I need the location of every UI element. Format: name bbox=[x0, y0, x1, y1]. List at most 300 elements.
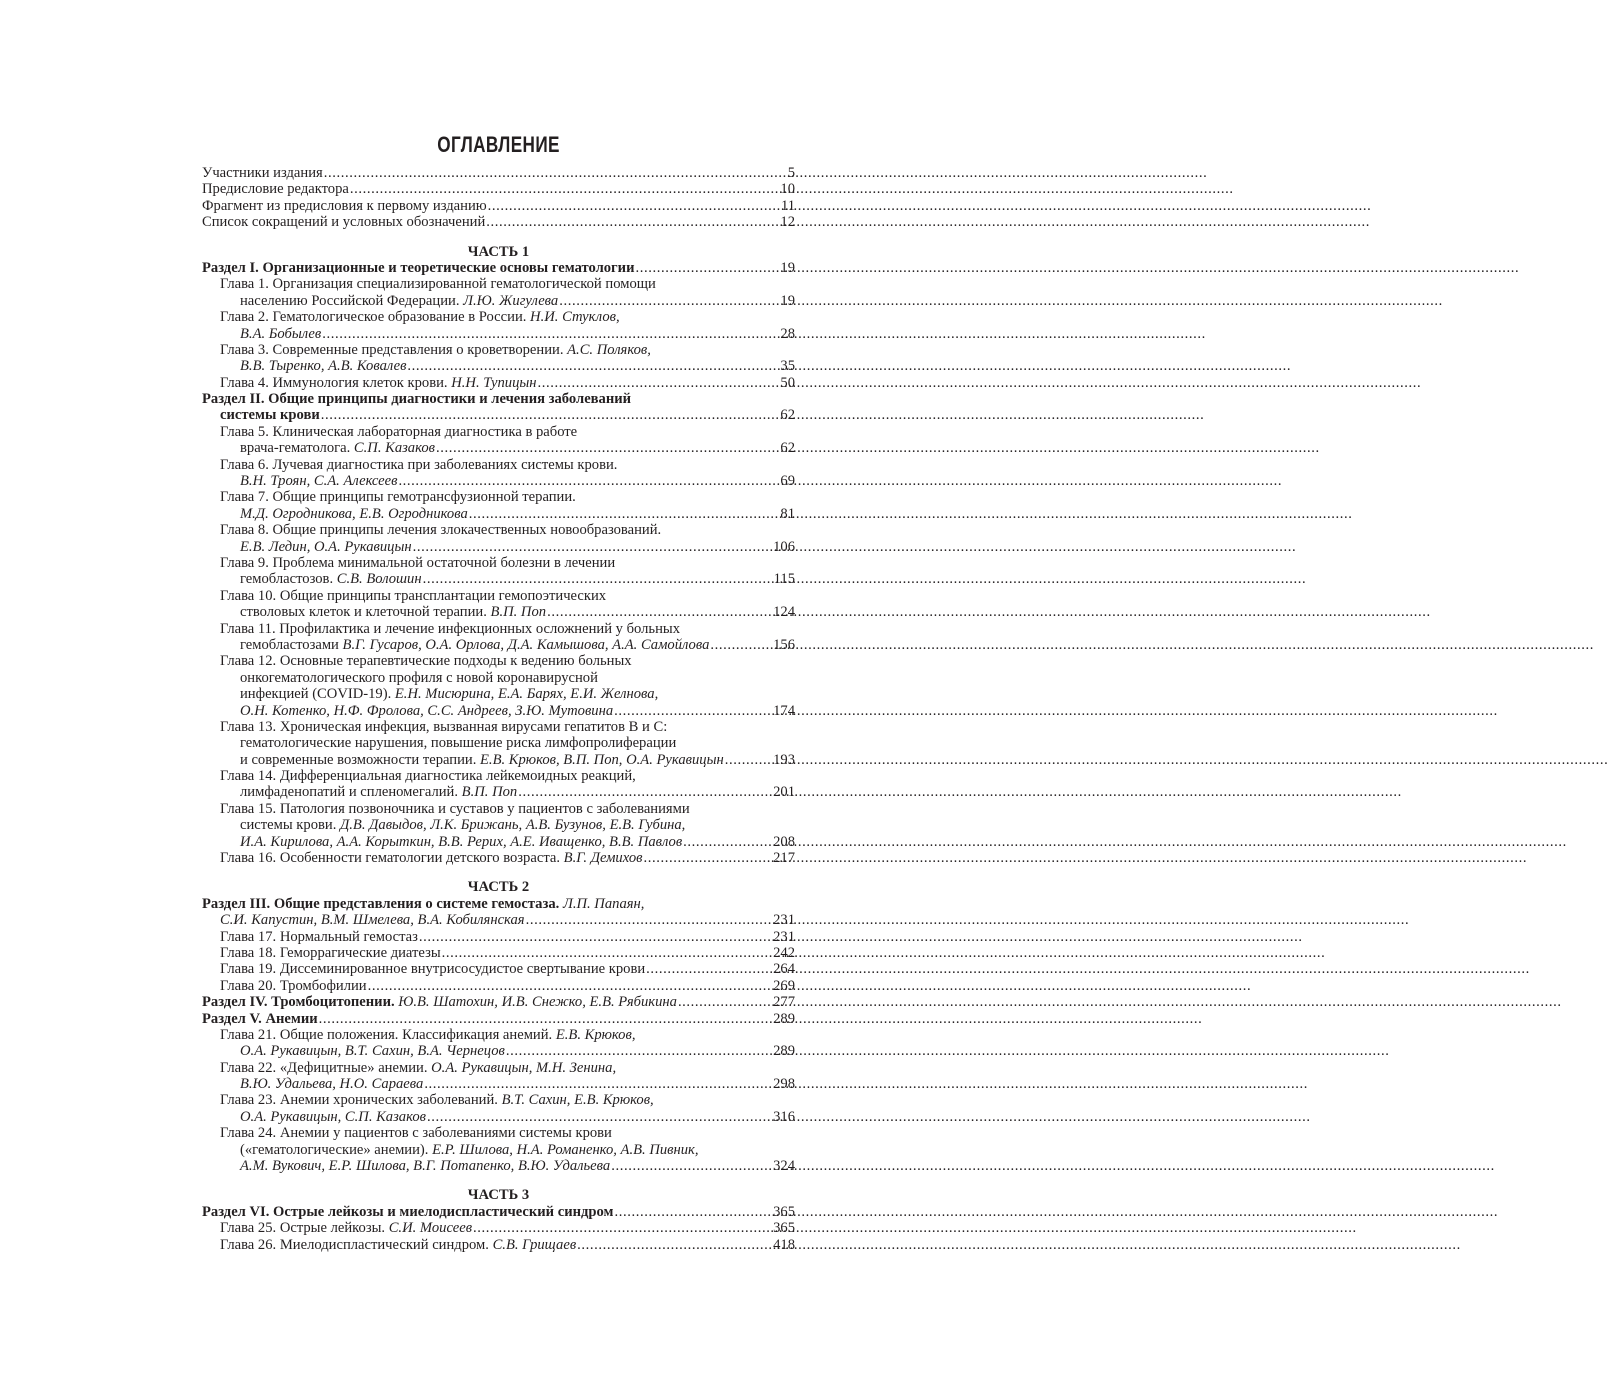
toc-entry-text bbox=[240, 752, 724, 768]
toc-entry-line bbox=[202, 1011, 795, 1027]
page-number: 208 bbox=[773, 833, 795, 850]
dot-leader bbox=[678, 994, 772, 1010]
toc-chapter[interactable] bbox=[202, 309, 795, 342]
toc-entry-title: Участники издания bbox=[202, 165, 323, 181]
page-number: 124 bbox=[773, 604, 795, 621]
page-number: 201 bbox=[773, 784, 795, 801]
toc-entry-title: Фрагмент из предисловия к первому изданию bbox=[202, 197, 487, 214]
toc-entry-line bbox=[202, 850, 795, 866]
dot-leader bbox=[424, 1076, 772, 1092]
author-names: В.П. Поп bbox=[490, 604, 547, 621]
toc-entry-text bbox=[220, 801, 690, 817]
toc-entry-text bbox=[220, 1220, 472, 1236]
page-number: 35 bbox=[780, 358, 795, 375]
page-number: 50 bbox=[780, 374, 795, 391]
dot-leader bbox=[486, 214, 779, 230]
author-names: В.Г. Демихов bbox=[563, 850, 643, 867]
toc-entry-line bbox=[202, 276, 795, 292]
toc-chapter[interactable] bbox=[202, 945, 795, 961]
toc-entry-text bbox=[220, 1237, 576, 1253]
toc-entry-text bbox=[240, 326, 321, 342]
chapter-title: Глава 5. Клиническая лабораторная диагностика в работе bbox=[220, 423, 578, 440]
chapter-title: гемобластозов. bbox=[240, 571, 337, 588]
page-number: 365 bbox=[773, 1203, 795, 1220]
chapter-title: Глава 24. Анемии у пациентов с заболеваниями системы крови bbox=[220, 1125, 612, 1142]
toc-section[interactable] bbox=[202, 1204, 795, 1220]
toc-entry-text bbox=[220, 342, 651, 358]
toc-entry-line bbox=[202, 588, 795, 604]
toc-entry-line bbox=[202, 555, 795, 571]
author-names: Л.П. Папаян, bbox=[562, 895, 645, 912]
dot-leader bbox=[636, 260, 780, 276]
page-number: 298 bbox=[773, 1076, 795, 1093]
author-names: О.А. Рукавицын, М.Н. Зенина, bbox=[431, 1059, 617, 1076]
page-number: 19 bbox=[780, 259, 795, 276]
toc-entry-text bbox=[220, 407, 320, 423]
toc-entry-text bbox=[240, 834, 682, 850]
author-names: Е.Н. Мисюрина, Е.А. Барях, Е.И. Желнова, bbox=[394, 686, 659, 703]
toc-entry-line bbox=[202, 522, 795, 538]
toc-entry-line bbox=[202, 670, 795, 686]
chapter-title: Глава 1. Организация специализированной гематологической помощи bbox=[220, 276, 656, 293]
toc-entry-line bbox=[202, 912, 795, 928]
chapter-title: Глава 17. Нормальный гемостаз bbox=[220, 928, 418, 945]
toc-entry-line bbox=[202, 457, 795, 473]
toc-section[interactable] bbox=[202, 391, 795, 424]
dot-leader bbox=[559, 293, 779, 309]
page-number: 11 bbox=[780, 197, 795, 214]
page-number: 365 bbox=[773, 1220, 795, 1237]
dot-leader bbox=[322, 326, 779, 342]
toc-chapter[interactable] bbox=[202, 961, 795, 977]
toc-entry-text bbox=[240, 358, 406, 374]
section-title: Раздел IV. Тромбоцитопении. bbox=[202, 994, 399, 1011]
author-names: В.А. Бобылев bbox=[240, 325, 322, 342]
page-number: 418 bbox=[773, 1236, 795, 1253]
author-names: В.П. Поп bbox=[461, 784, 518, 801]
toc-chapter[interactable] bbox=[202, 653, 795, 719]
toc-entry-line bbox=[202, 1204, 795, 1220]
toc-entry-line bbox=[202, 752, 795, 768]
chapter-title: Глава 20. Тромбофилии bbox=[220, 977, 367, 994]
toc-entry-line bbox=[202, 801, 795, 817]
dot-leader bbox=[423, 571, 773, 587]
toc-chapter[interactable] bbox=[202, 621, 795, 654]
toc-entry-line bbox=[202, 424, 795, 440]
author-names: В.Н. Троян, С.А. Алексеев bbox=[240, 473, 398, 490]
section-title: Раздел V. Анемии bbox=[202, 1010, 318, 1027]
chapter-title: врача-гематолога. bbox=[240, 440, 354, 457]
dot-leader bbox=[506, 1043, 772, 1059]
toc-chapter[interactable] bbox=[202, 375, 795, 391]
page-number: 28 bbox=[780, 325, 795, 342]
toc-entry-line bbox=[202, 834, 795, 850]
toc-entry-line bbox=[202, 768, 795, 784]
page-number: 289 bbox=[773, 1010, 795, 1027]
chapter-title: («гематологические» анемии). bbox=[240, 1141, 433, 1158]
toc-entry-text bbox=[240, 1076, 423, 1092]
toc-entry-line bbox=[202, 896, 795, 912]
toc-entry-line bbox=[202, 1092, 795, 1108]
page-number: 174 bbox=[773, 702, 795, 719]
toc-entry-line bbox=[202, 735, 795, 751]
toc-entry-line bbox=[202, 260, 795, 276]
dot-leader bbox=[319, 1011, 772, 1027]
page-number: 217 bbox=[773, 850, 795, 867]
author-names: О.Н. Котенко, Н.Ф. Фролова, С.С. Андреев, З.Ю. Мутовина bbox=[240, 702, 614, 719]
toc-entry-text bbox=[220, 424, 577, 440]
toc-entry-line bbox=[202, 293, 795, 309]
dot-leader bbox=[577, 1237, 772, 1253]
dot-leader bbox=[614, 1204, 772, 1220]
author-names: С.И. Моисеев bbox=[388, 1220, 473, 1237]
chapter-title: системы крови. bbox=[240, 817, 340, 834]
toc-entry-text bbox=[220, 522, 661, 538]
toc-entry-text bbox=[240, 670, 598, 686]
chapter-title: Глава 2. Гематологическое образование в России. bbox=[220, 309, 531, 326]
toc-entry-text bbox=[220, 945, 441, 961]
toc-entry-text bbox=[202, 260, 635, 276]
dot-leader bbox=[646, 961, 772, 977]
toc-entry-text bbox=[240, 293, 558, 309]
toc-chapter[interactable] bbox=[202, 522, 795, 555]
toc-entry-text bbox=[240, 473, 397, 489]
toc-entry-text bbox=[220, 1060, 616, 1076]
toc-entry-text bbox=[240, 637, 709, 653]
page-number: 277 bbox=[773, 994, 795, 1011]
toc-entry-text bbox=[220, 653, 632, 669]
author-names: С.П. Казаков bbox=[353, 440, 436, 457]
toc-chapter[interactable] bbox=[202, 719, 795, 768]
chapter-title: Глава 26. Миелодиспластический синдром. bbox=[220, 1236, 493, 1253]
toc-entry-text bbox=[220, 768, 636, 784]
page-number: 231 bbox=[773, 928, 795, 945]
chapter-title: Глава 7. Общие принципы гемотрансфузионной терапии. bbox=[220, 489, 576, 506]
dot-leader bbox=[518, 784, 772, 800]
toc-entry-text bbox=[240, 686, 658, 702]
chapter-title: Глава 6. Лучевая диагностика при заболеваниях системы крови. bbox=[220, 456, 618, 473]
toc-chapter[interactable] bbox=[202, 768, 795, 801]
toc-entry-text bbox=[220, 309, 620, 325]
toc-chapter[interactable] bbox=[202, 276, 795, 309]
chapter-title: Глава 22. «Дефицитные» анемии. bbox=[220, 1059, 432, 1076]
page-number: 69 bbox=[780, 473, 795, 490]
page-number: 193 bbox=[773, 751, 795, 768]
toc-entry-text bbox=[220, 457, 617, 473]
part-heading: ЧАСТЬ 3 bbox=[467, 1187, 530, 1204]
author-names: Н.И. Стуклов, bbox=[530, 309, 620, 326]
page-number: 242 bbox=[773, 944, 795, 961]
toc-entry-line bbox=[202, 1027, 795, 1043]
toc-entry-line bbox=[202, 604, 795, 620]
toc-entry-line bbox=[202, 326, 795, 342]
toc-entry-line bbox=[202, 1043, 795, 1059]
toc-entry-line bbox=[202, 621, 795, 637]
toc-entry-line bbox=[202, 945, 795, 961]
chapter-title: гемобластозами bbox=[240, 636, 343, 653]
toc-entry-line bbox=[202, 703, 795, 719]
chapter-title: Глава 10. Общие принципы трансплантации гемопоэтических bbox=[220, 587, 607, 604]
author-names: Д.В. Давыдов, Л.К. Брижань, А.В. Бузунов, Е.В. Губина, bbox=[340, 817, 686, 834]
toc-entry-text bbox=[220, 276, 656, 292]
chapter-title: инфекцией (COVID-19). bbox=[240, 686, 395, 703]
dot-leader bbox=[407, 358, 779, 374]
section-title: Раздел II. Общие принципы диагностики и лечения заболеваний bbox=[202, 391, 632, 408]
page-number: 316 bbox=[773, 1108, 795, 1125]
page-number: 324 bbox=[773, 1158, 795, 1175]
toc-entry-text bbox=[220, 961, 645, 977]
dot-leader bbox=[538, 375, 780, 391]
chapter-title: Глава 8. Общие принципы лечения злокачественных новообразований. bbox=[220, 522, 662, 539]
toc-entry-line bbox=[202, 784, 795, 800]
toc-entry-text bbox=[202, 994, 677, 1010]
toc-entry-line bbox=[202, 571, 795, 587]
page-number: 62 bbox=[780, 440, 795, 457]
chapter-title: онкогематологического профиля с новой коронавирусной bbox=[240, 669, 598, 686]
toc-entry-text bbox=[220, 555, 615, 571]
toc-entry[interactable] bbox=[202, 214, 795, 230]
toc-entry-line bbox=[202, 686, 795, 702]
author-names: В.Т. Сахин, Е.В. Крюков, bbox=[501, 1092, 654, 1109]
dot-leader bbox=[350, 181, 780, 197]
toc-entry-text bbox=[240, 1142, 699, 1158]
toc-entry-line bbox=[202, 817, 795, 833]
toc-chapter[interactable] bbox=[202, 978, 795, 994]
chapter-title: Глава 23. Анемии хронических заболеваний. bbox=[220, 1092, 502, 1109]
dot-leader bbox=[488, 198, 780, 214]
toc-chapter[interactable] bbox=[202, 1092, 795, 1125]
chapter-title: Глава 13. Хроническая инфекция, вызванная вирусами гепатитов B и C: bbox=[220, 718, 668, 735]
section-title: Раздел I. Организационные и теоретические основы гематологии bbox=[202, 259, 635, 276]
author-names: Ю.В. Шатохин, И.В. Снежко, Е.В. Рябикина bbox=[398, 994, 677, 1011]
chapter-title: Глава 18. Геморрагические диатезы bbox=[220, 944, 441, 961]
toc-entry-line bbox=[202, 994, 795, 1010]
toc-chapter[interactable] bbox=[202, 424, 795, 457]
author-names: Л.Ю. Жигулева bbox=[463, 292, 559, 309]
author-names: О.А. Рукавицын, С.П. Казаков bbox=[240, 1108, 426, 1125]
toc-entry-text bbox=[240, 571, 422, 587]
toc-entry-text bbox=[220, 978, 367, 994]
toc-entry-text bbox=[202, 391, 631, 407]
toc-entry-text bbox=[220, 850, 642, 866]
toc-chapter[interactable] bbox=[202, 342, 795, 375]
table-of-contents bbox=[202, 131, 795, 1253]
page-number: 289 bbox=[773, 1043, 795, 1060]
dot-leader bbox=[368, 978, 772, 994]
dot-leader bbox=[398, 473, 779, 489]
page-number: 264 bbox=[773, 961, 795, 978]
toc-entry-line bbox=[202, 1220, 795, 1236]
toc-entry-text bbox=[240, 1158, 610, 1174]
toc-section[interactable] bbox=[202, 260, 795, 276]
page-number: 19 bbox=[780, 292, 795, 309]
toc-entry-text bbox=[202, 1011, 318, 1027]
toc-chapter[interactable] bbox=[202, 801, 795, 850]
author-names: Е.В. Ледин, О.А. Рукавицын bbox=[240, 538, 412, 555]
chapter-title: населению Российской Федерации. bbox=[240, 292, 464, 309]
toc-entry-text bbox=[240, 703, 613, 719]
toc-entry-text bbox=[220, 375, 537, 391]
page-number: 81 bbox=[780, 505, 795, 522]
author-names: В.В. Тыренко, А.В. Ковалев bbox=[240, 358, 407, 375]
toc-chapter[interactable] bbox=[202, 1237, 795, 1253]
toc-section[interactable] bbox=[202, 994, 795, 1010]
dot-leader bbox=[419, 929, 772, 945]
chapter-title: лимфаденопатий и спленомегалий. bbox=[240, 784, 462, 801]
author-names: В.Г. Гусаров, О.А. Орлова, Д.А. Камышова, А.А. Самойлова bbox=[342, 636, 710, 653]
toc-entry-line bbox=[202, 375, 795, 391]
chapter-title: Глава 11. Профилактика и лечение инфекционных осложнений у больных bbox=[220, 620, 680, 637]
toc-entry-line bbox=[202, 719, 795, 735]
toc-entry-line bbox=[202, 358, 795, 374]
toc-entry[interactable] bbox=[202, 165, 795, 181]
chapter-title: Глава 9. Проблема минимальной остаточной болезни в лечении bbox=[220, 554, 616, 571]
dot-leader bbox=[725, 752, 772, 768]
page-number: 10 bbox=[780, 181, 795, 198]
author-names: Е.В. Крюков, bbox=[555, 1026, 636, 1043]
dot-leader bbox=[427, 1109, 772, 1125]
chapter-title: гематологические нарушения, повышение риска лимфопролиферации bbox=[240, 735, 677, 752]
toc-entry-text bbox=[240, 604, 546, 620]
section-title: Раздел VI. Острые лейкозы и миелодиспластический синдром bbox=[202, 1203, 614, 1220]
page-number: 106 bbox=[773, 538, 795, 555]
toc-chapter[interactable] bbox=[202, 1125, 795, 1174]
toc-entry-line bbox=[202, 929, 795, 945]
toc-chapter[interactable] bbox=[202, 489, 795, 522]
section-title: Раздел III. Общие представления о системе гемостаза. bbox=[202, 895, 563, 912]
toc-entry-line bbox=[202, 309, 795, 325]
toc-chapter[interactable] bbox=[202, 1220, 795, 1236]
page-title-text: ОГЛАВЛЕНИЕ bbox=[437, 132, 560, 157]
author-names: Е.Р. Шилова, Н.А. Романенко, А.В. Пивник, bbox=[432, 1141, 699, 1158]
chapter-title: Глава 3. Современные представления о кроветворении. bbox=[220, 341, 568, 358]
author-names: И.А. Кирилова, А.А. Корыткин, В.В. Рерих, А.Е. Иващенко, В.В. Павлов bbox=[240, 833, 683, 850]
dot-leader bbox=[611, 1158, 772, 1174]
toc-entry-line bbox=[202, 489, 795, 505]
toc-entry-line bbox=[202, 440, 795, 456]
toc-entry-line bbox=[202, 539, 795, 555]
page-number: 12 bbox=[780, 214, 795, 231]
toc-entry-text bbox=[220, 929, 418, 945]
chapter-title: Глава 19. Диссеминированное внутрисосудистое свертывание крови bbox=[220, 961, 646, 978]
toc-entry-text bbox=[220, 912, 525, 928]
page-number: 115 bbox=[773, 571, 795, 588]
toc-section[interactable] bbox=[202, 896, 795, 929]
dot-leader bbox=[324, 165, 787, 181]
dot-leader bbox=[469, 506, 780, 522]
author-names: О.А. Рукавицын, В.Т. Сахин, В.А. Чернецов bbox=[240, 1043, 505, 1060]
toc-entry-line bbox=[202, 1237, 795, 1253]
toc-chapter[interactable] bbox=[202, 1027, 795, 1060]
toc-entry-text bbox=[220, 588, 606, 604]
toc-chapter[interactable] bbox=[202, 1060, 795, 1093]
page-number: 62 bbox=[780, 407, 795, 424]
toc-entry-line bbox=[202, 1060, 795, 1076]
dot-leader bbox=[547, 604, 772, 620]
author-names: С.И. Капустин, В.М. Шмелева, В.А. Кобилянская bbox=[220, 912, 525, 929]
toc-entry-text bbox=[240, 784, 517, 800]
toc-entry-line bbox=[202, 1158, 795, 1174]
toc-entry-line bbox=[202, 1076, 795, 1092]
toc-entry-line bbox=[202, 653, 795, 669]
page-title bbox=[202, 131, 795, 159]
author-names: А.С. Поляков, bbox=[567, 341, 651, 358]
parts-list bbox=[202, 244, 795, 1253]
toc-entry[interactable] bbox=[202, 198, 795, 214]
toc-entry-title: Список сокращений и условных обозначений bbox=[202, 214, 486, 231]
toc-entry-line bbox=[202, 978, 795, 994]
dot-leader bbox=[473, 1220, 772, 1236]
chapter-title: Глава 16. Особенности гематологии детского возраста. bbox=[220, 850, 564, 867]
author-names: Н.Н. Тупицын bbox=[451, 374, 537, 391]
toc-chapter[interactable] bbox=[202, 929, 795, 945]
toc-entry-title: Предисловие редактора bbox=[202, 181, 349, 198]
chapter-title: Глава 14. Дифференциальная диагностика лейкемоидных реакций, bbox=[220, 768, 636, 785]
chapter-title: и современные возможности терапии. bbox=[240, 751, 481, 768]
toc-entry-text bbox=[240, 506, 468, 522]
page-number: 231 bbox=[773, 912, 795, 929]
dot-leader bbox=[321, 407, 780, 423]
part-heading: ЧАСТЬ 2 bbox=[467, 879, 530, 896]
toc-entry-text bbox=[220, 1125, 612, 1141]
toc-entry-line bbox=[202, 506, 795, 522]
dot-leader bbox=[413, 539, 773, 555]
toc-chapter[interactable] bbox=[202, 457, 795, 490]
author-names: Е.В. Крюков, В.П. Поп, О.А. Рукавицын bbox=[480, 751, 724, 768]
toc-entry[interactable] bbox=[202, 181, 795, 197]
toc-entry-text bbox=[240, 440, 435, 456]
dot-leader bbox=[436, 440, 779, 456]
toc-entry-text bbox=[220, 1027, 635, 1043]
dot-leader bbox=[683, 834, 772, 850]
chapter-title: Глава 12. Основные терапевтические подходы к ведению больных bbox=[220, 653, 632, 670]
toc-entry-line bbox=[202, 1142, 795, 1158]
part-heading: ЧАСТЬ 1 bbox=[467, 243, 530, 260]
toc-entry-text bbox=[220, 621, 680, 637]
page-number: 5 bbox=[787, 165, 795, 181]
author-names: М.Д. Огродникова, Е.В. Огродникова bbox=[240, 505, 468, 522]
toc-entry-line bbox=[202, 342, 795, 358]
section-title: системы крови bbox=[220, 407, 320, 424]
toc-entry-text bbox=[240, 1043, 505, 1059]
page-number: 269 bbox=[773, 977, 795, 994]
front-matter-list bbox=[202, 165, 795, 231]
toc-entry-text bbox=[240, 1109, 426, 1125]
toc-entry-text bbox=[240, 735, 676, 751]
author-names: А.М. Вукович, Е.Р. Шилова, В.Г. Потапенко, В.Ю. Удальева bbox=[240, 1158, 611, 1175]
toc-entry-text bbox=[202, 896, 644, 912]
toc-entry-line bbox=[202, 1125, 795, 1141]
author-names: В.Ю. Удальева, Н.О. Сараева bbox=[240, 1076, 424, 1093]
dot-leader bbox=[614, 703, 772, 719]
page-number: 156 bbox=[773, 636, 795, 653]
toc-entry-line bbox=[202, 407, 795, 423]
chapter-title: стволовых клеток и клеточной терапии. bbox=[240, 604, 491, 621]
toc-chapter[interactable] bbox=[202, 555, 795, 588]
chapter-title: Глава 4. Иммунология клеток крови. bbox=[220, 374, 452, 391]
author-names: С.В. Волошин bbox=[336, 571, 422, 588]
toc-entry-line bbox=[202, 473, 795, 489]
dot-leader bbox=[442, 945, 772, 961]
dot-leader bbox=[643, 850, 772, 866]
toc-entry-line bbox=[202, 1109, 795, 1125]
chapter-title: Глава 21. Общие положения. Классификация анемий. bbox=[220, 1026, 556, 1043]
toc-chapter[interactable] bbox=[202, 588, 795, 621]
toc-chapter[interactable] bbox=[202, 850, 795, 866]
toc-entry-text bbox=[220, 719, 667, 735]
chapter-title: Глава 25. Острые лейкозы. bbox=[220, 1220, 389, 1237]
toc-section[interactable] bbox=[202, 1011, 795, 1027]
